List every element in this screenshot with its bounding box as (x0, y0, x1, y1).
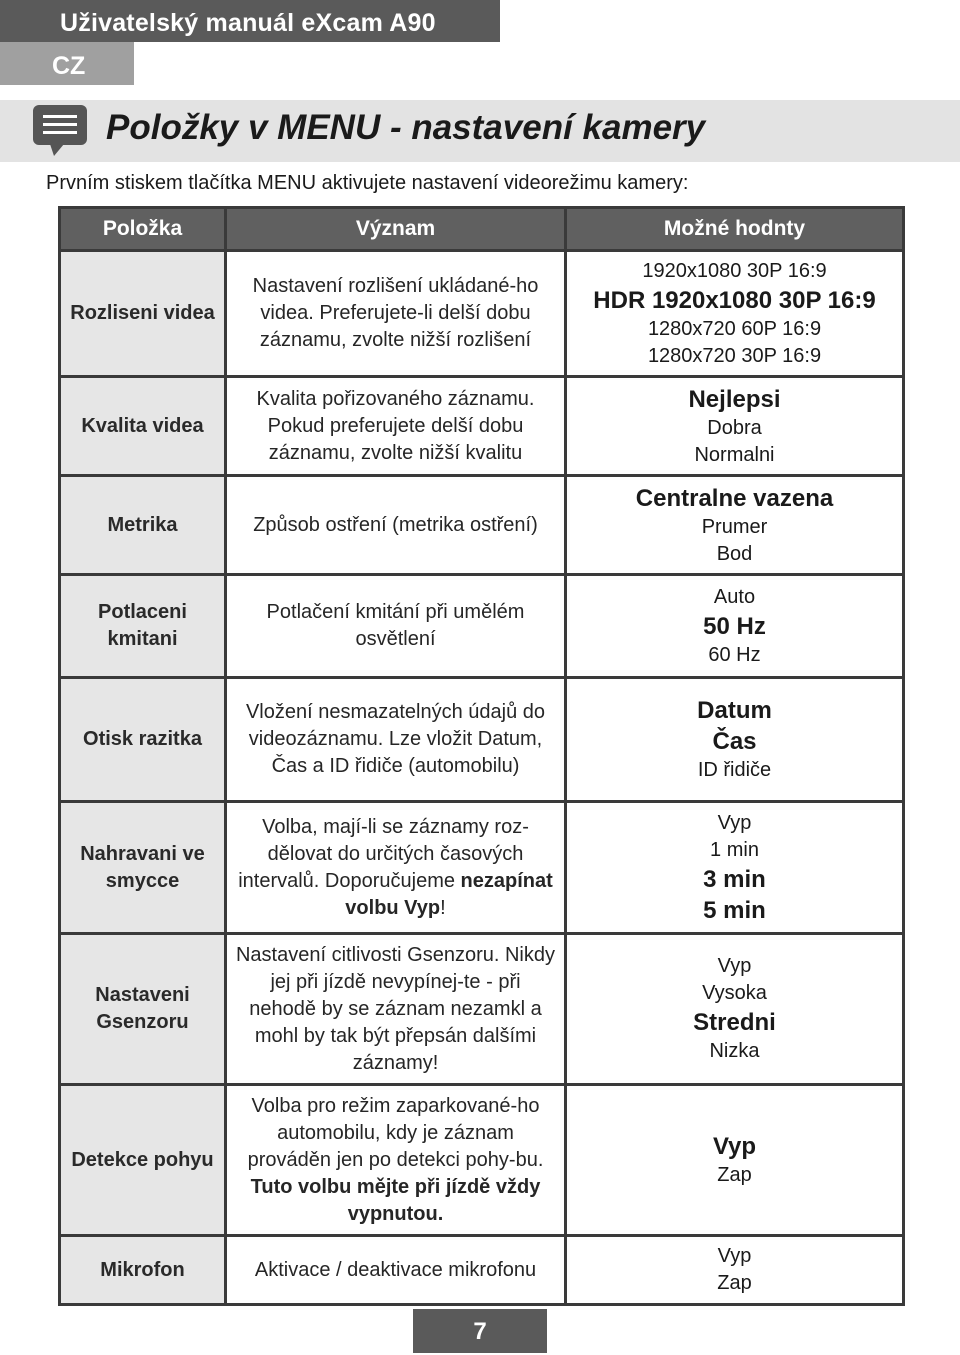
value-option-default: Čas (712, 728, 757, 755)
row-meaning: Potlačení kmitání při umělém osvětlení (226, 575, 566, 678)
value-option: Nizka (709, 1040, 760, 1062)
value-option-default: Datum (697, 697, 772, 724)
row-meaning: Kvalita pořizovaného záznamu. Pokud preferujete delší dobu záznamu, zvolte nižší kvalitu (226, 377, 566, 476)
row-meaning: Nastavení citlivosti Gsenzoru. Nikdy jej při jízdě nevypínej-te - při nehodě by se záznam nezamkl a mohl by tak být přepsán dalšími záznamy! (226, 934, 566, 1085)
row-values (566, 934, 904, 1085)
table-row (60, 1085, 904, 1236)
row-values (566, 802, 904, 934)
row-meaning: Způsob ostření (metrika ostření) (226, 476, 566, 575)
table-row (60, 377, 904, 476)
row-item: Potlaceni kmitani (60, 575, 226, 678)
row-item: Nastaveni Gsenzoru (60, 934, 226, 1085)
page-number: 7 (413, 1309, 547, 1353)
value-option: Normalni (694, 443, 775, 466)
row-item: Rozliseni videa (60, 251, 226, 377)
row-item: Mikrofon (60, 1236, 226, 1305)
table-header-row (60, 208, 904, 251)
row-values (566, 476, 904, 575)
value-option: Vysoka (702, 982, 767, 1004)
column-header-values: Možné hodnty (566, 208, 904, 251)
value-option-default: 50 Hz (703, 612, 766, 640)
row-meaning (226, 1085, 566, 1236)
value-option: Vyp (717, 955, 752, 977)
column-header-meaning: Význam (226, 208, 566, 251)
row-values (566, 1236, 904, 1305)
row-meaning (226, 802, 566, 934)
menu-icon (32, 104, 88, 156)
value-option-default: Vyp (712, 1133, 757, 1160)
value-option-default: Nejlepsi (688, 385, 781, 413)
table-row (60, 251, 904, 377)
meaning-emphasis: Tuto volbu mějte při jízdě vždy vypnutou. (250, 1175, 541, 1225)
row-item: Kvalita videa (60, 377, 226, 476)
row-values (566, 678, 904, 802)
table-row (60, 678, 904, 802)
row-values (566, 1085, 904, 1236)
value-option: Bod (716, 542, 753, 565)
value-option: 60 Hz (708, 643, 761, 666)
value-option-default: 3 min (703, 865, 766, 893)
value-option-default: 5 min (703, 896, 766, 924)
row-values (566, 575, 904, 678)
row-meaning: Aktivace / deaktivace mikrofonu (226, 1236, 566, 1305)
intro-text: Prvním stiskem tlačítka MENU aktivujete nastavení videorežimu kamery: (46, 172, 689, 194)
row-values (566, 377, 904, 476)
value-option: Dobra (707, 416, 762, 439)
row-meaning: Nastavení rozlišení ukládané-ho videa. Preferujete-li delší dobu záznamu, zvolte nižší rozlišení (226, 251, 566, 377)
value-option: Zap (717, 1164, 752, 1186)
meaning-text: ! (440, 896, 446, 919)
language-tab: CZ (0, 42, 134, 85)
menu-settings-table (58, 206, 905, 1306)
table-row (60, 934, 904, 1085)
table-row (60, 575, 904, 678)
value-option: ID řidiče (697, 759, 772, 781)
table-row (60, 1236, 904, 1305)
value-option: Vyp (717, 811, 752, 834)
column-header-item: Položka (60, 208, 226, 251)
value-option: 1280x720 60P 16:9 (647, 317, 822, 340)
page-title: Položky v MENU - nastavení kamery (106, 108, 706, 147)
row-item: Nahravani ve smycce (60, 802, 226, 934)
row-item: Detekce pohyu (60, 1085, 226, 1236)
value-option: Zap (717, 1272, 752, 1294)
row-item: Metrika (60, 476, 226, 575)
value-option-default: Centralne vazena (635, 484, 834, 512)
row-meaning: Vložení nesmazatelných údajů do videozáznamu. Lze vložit Datum, Čas a ID řidiče (automobilu) (226, 678, 566, 802)
manual-header: Uživatelský manuál eXcam A90 (0, 0, 500, 42)
value-option: Vyp (717, 1245, 752, 1267)
table-row (60, 476, 904, 575)
table-row (60, 802, 904, 934)
value-option: 1280x720 30P 16:9 (647, 344, 822, 367)
row-item: Otisk razitka (60, 678, 226, 802)
value-option: Auto (713, 585, 756, 608)
meaning-emphasis: nezapínat volbu Vyp (345, 869, 553, 919)
meaning-text: Volba pro režim zaparkované-ho automobilu, kdy je záznam prováděn jen po detekci pohy-bu. (247, 1094, 544, 1171)
value-option-default: HDR 1920x1080 30P 16:9 (593, 286, 876, 314)
row-values (566, 251, 904, 377)
value-option: 1 min (710, 838, 759, 861)
value-option: 1920x1080 30P 16:9 (642, 259, 827, 282)
meaning-text: Volba, mají-li se záznamy roz-dělovat do určitých časových intervalů. Doporučujeme (238, 815, 529, 892)
value-option-default: Stredni (693, 1009, 776, 1036)
value-option: Prumer (701, 515, 768, 538)
